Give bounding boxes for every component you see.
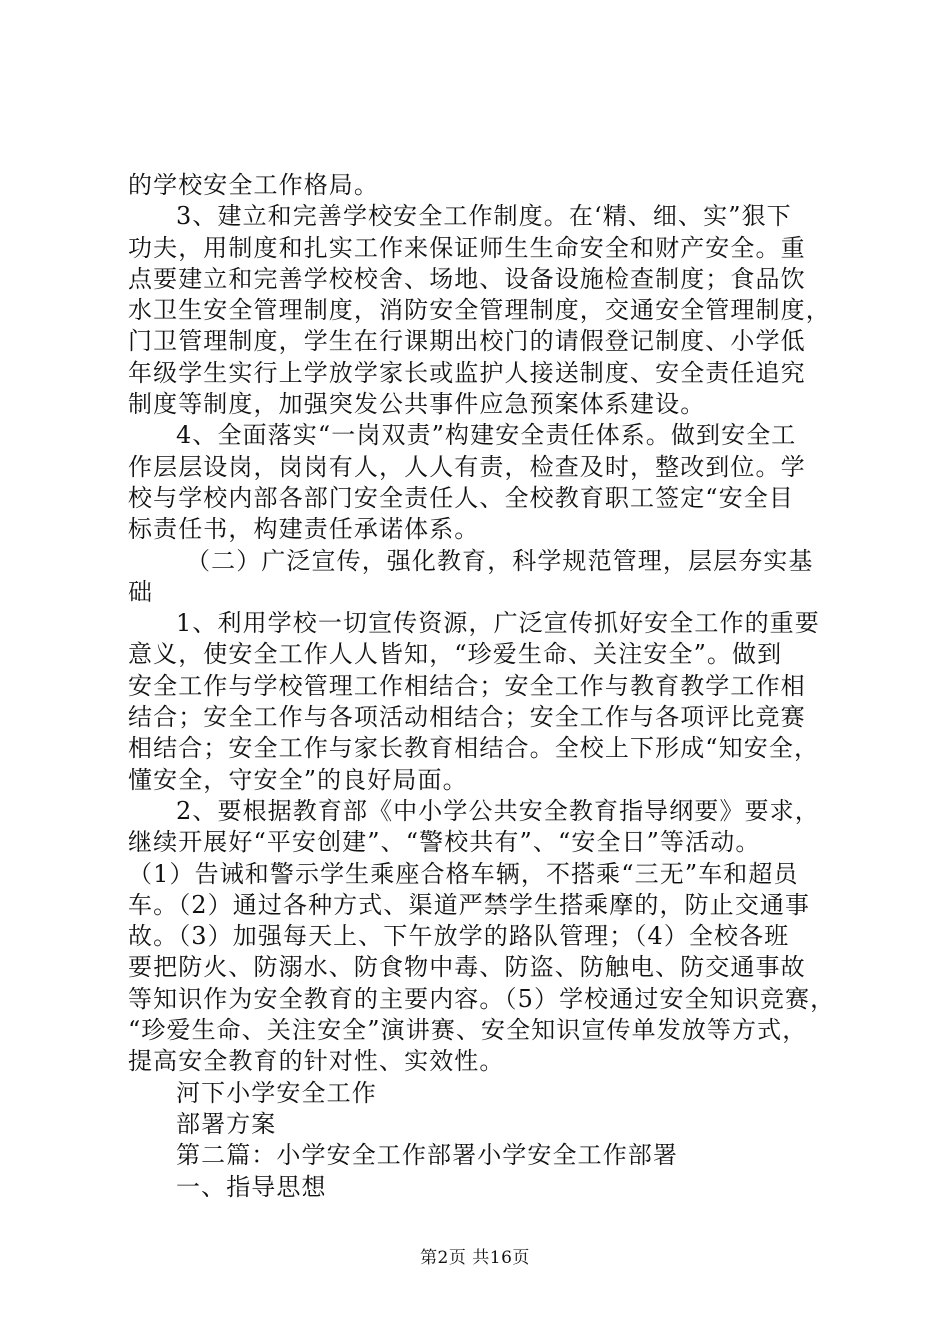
text-line: 的学校安全工作格局。 [128,171,379,199]
text-line: 3、建立和完善学校安全工作制度。在‘精、细、实”狠下 [176,202,792,231]
body-text [128,170,834,1203]
text-line: 故。（3）加强每天上、下午放学的路队管理；（4）全校各班 [128,922,790,951]
text-line: （二）广泛宣传，强化教育，科学规范管理，层层夯实基 [186,546,814,575]
text-line: “珍爱生命、关注安全”演讲赛、安全知识宣传单发放等方式， [128,1016,808,1045]
text-line: （1）告诫和警示学生乘座合格车辆，不搭乘“三无”车和超员 [128,859,799,888]
text-line: 作层层设岗，岗岗有人，人人有责，检查及时，整改到位。学 [128,452,806,481]
text-line: 标责任书，构建责任承诺体系。 [128,515,480,544]
text-line: 车。（2）通过各种方式、渠道严禁学生搭乘摩的，防止交通事 [128,890,811,919]
text-line: 校与学校内部各部门安全责任人、全校教育职工签定“安全目 [128,483,794,512]
text-line: 懂安全，守安全”的良好局面。 [128,765,468,794]
text-line: 一、指导思想 [176,1172,327,1201]
text-line: 功夫，用制度和扎实工作来保证师生生命安全和财产安全。重 [128,233,806,262]
text-line: 意义，使安全工作人人皆知，“珍爱生命、关注安全”。做到 [128,640,783,669]
text-line: 继续开展好“平安创建”、“警校共有”、“安全日”等活动。 [128,828,761,857]
text-line: 年级学生实行上学放学家长或监护人接送制度、安全责任追究 [128,358,806,387]
text-line: 础 [128,577,154,606]
page-footer: 第2页 共16页 [420,1248,530,1268]
text-line: 制度等制度，加强突发公共事件应急预案体系建设。 [128,390,706,419]
text-line: 水卫生安全管理制度，消防安全管理制度，交通安全管理制度， [128,296,831,325]
text-line: 要把防火、防溺水、防食物中毒、防盗、防触电、防交通事故 [128,953,806,982]
text-line: 结合；安全工作与各项活动相结合；安全工作与各项评比竞赛 [128,703,806,732]
text-line: 1、利用学校一切宣传资源，广泛宣传抓好安全工作的重要 [176,609,820,638]
text-line: 门卫管理制度，学生在行课期出校门的请假登记制度、小学低 [128,327,806,356]
text-line: 点要建立和完善学校校舍、场地、设备设施检查制度；食品饮 [128,264,806,293]
text-line: 安全工作与学校管理工作相结合；安全工作与教育教学工作相 [128,671,806,700]
text-line: 部署方案 [176,1109,277,1138]
text-line: 河下小学安全工作 [176,1078,377,1107]
text-line: 4、全面落实“一岗双责”构建安全责任体系。做到安全工 [176,421,797,450]
text-line: 第二篇：小学安全工作部署小学安全工作部署 [176,1141,678,1170]
text-line: 等知识作为安全教育的主要内容。（5）学校通过安全知识竞赛， [128,984,836,1013]
text-line: 提高安全教育的针对性、实效性。 [128,1047,505,1076]
text-line: 2、要根据教育部《中小学公共安全教育指导纲要》要求， [176,796,820,825]
text-line: 相结合；安全工作与家长教育相结合。全校上下形成“知安全， [128,734,820,763]
